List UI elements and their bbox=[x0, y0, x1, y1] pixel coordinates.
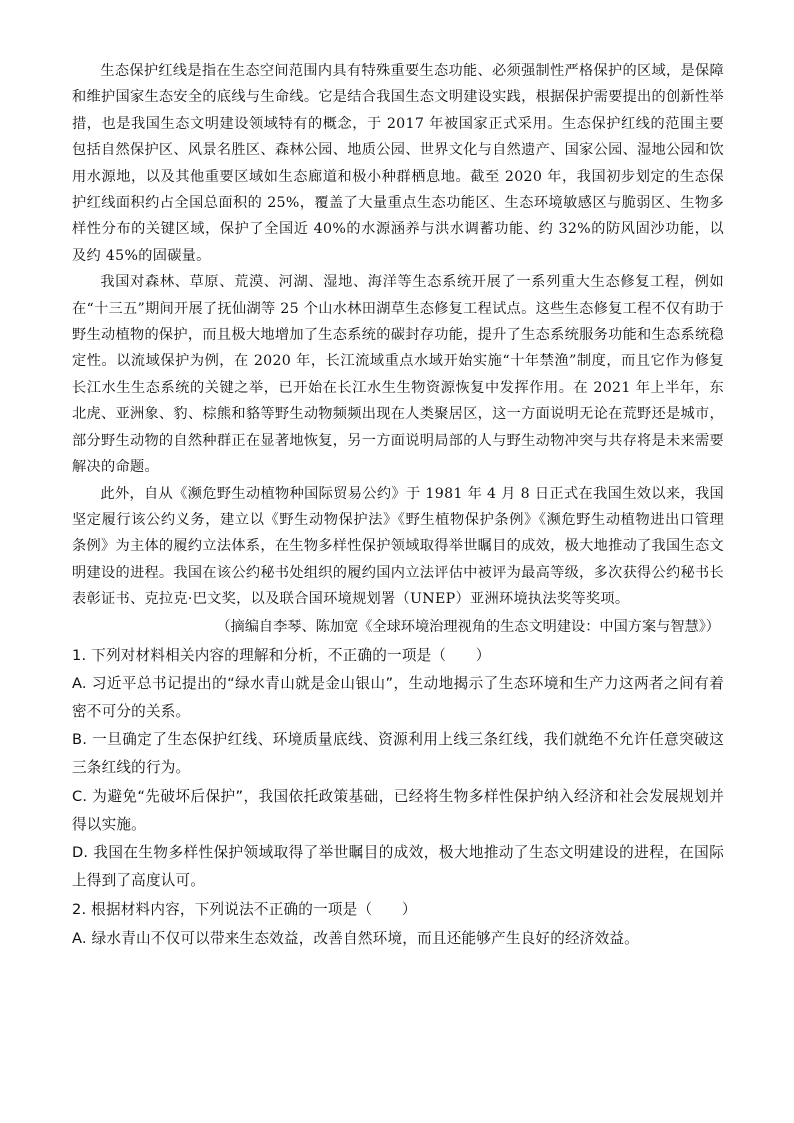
question-1-option-b: B. 一旦确定了生态保护红线、环境质量底线、资源利用上线三条红线，我们就绝不允许任意突破这三条红线的行为。 bbox=[72, 731, 724, 777]
question-2-option-a: A. 绿水青山不仅可以带来生态效益，改善自然环境，而且还能够产生良好的经济效益。 bbox=[72, 929, 639, 947]
question-2-title: 2. 根据材料内容，下列说法不正确的一项是（ ） bbox=[72, 901, 417, 919]
question-1-option-c: C. 为避免“先破坏后保护”，我国依托政策基础，已经将生物多样性保护纳入经济和社会发展规划并得以实施。 bbox=[72, 787, 724, 833]
passage-paragraph-3: 此外，自从《濒危野生动植物种国际贸易公约》于 1981 年 4 月 8 日正式在我国生效以来，我国坚定履行该公约义务，建立以《野生动物保护法》《野生植物保护条例》《濒危野生动植物进出口管理条例》为主体的履约立法体系，在生物多样性保护领域取得举世瞩目的成效，极大地推动了我国生态文明建设的进程。我国在该公约秘书处组织的履约国内立法评估中被评为最高等级，多次获得公约秘书长表彰证书、克拉克·巴文奖，以及联合国环境规划署（UNEP）亚洲环境执法奖等奖项。 bbox=[72, 485, 724, 608]
question-1 bbox=[72, 642, 724, 896]
passage-paragraph-2: 我国对森林、草原、荒漠、河湖、湿地、海洋等生态系统开展了一系列重大生态修复工程，例如在“十三五”期间开展了抚仙湖等 25 个山水林田湖草生态修复工程试点。这些生态修复工程不仅有助于野生动植物的保护，而且极大地增加了生态系统的碳封存功能，提升了生态系统服务功能和生态系统稳定性。以流域保护为例，在 2020 年，长江流域重点水域开始实施“十年禁渔”制度，而且它作为修复长江水生生态系统的关键之举，已开始在长江水生生物资源恢复中发挥作用。在 2021 年上半年，东北虎、亚洲象、豹、棕熊和貉等野生动物频频出现在人类聚居区，这一方面说明无论在荒野还是城市，部分野生动物的自然种群正在显著地恢复，另一方面说明局部的人与野生动物冲突与共存将是未来需要解决的命题。 bbox=[72, 274, 724, 476]
document-page bbox=[72, 58, 724, 953]
passage-paragraph-1: 生态保护红线是指在生态空间范围内具有特殊重要生态功能、必须强制性严格保护的区域，是保障和维护国家生态安全的底线与生命线。它是结合我国生态文明建设实践，根据保护需要提出的创新性举措，也是我国生态文明建设领域特有的概念，于 2017 年被国家正式采用。生态保护红线的范围主要包括自然保护区、风景名胜区、森林公园、地质公园、世界文化与自然遗产、国家公园、湿地公园和饮用水源地，以及其他重要区域如生态廊道和极小种群栖息地。截至 2020 年，我国初步划定的生态保护红线面积约占全国总面积的 25%，覆盖了大量重点生态功能区、生态环境敏感区与脆弱区、生物多样性分布的关键区域，保护了全国近 40%的水源涵养与洪水调蓄功能、约 32%的防风固沙功能，以及约 45%的固碳量。 bbox=[72, 63, 724, 264]
question-1-title: 1. 下列对材料相关内容的理解和分析，不正确的一项是（ ） bbox=[72, 646, 491, 664]
reading-passage bbox=[72, 58, 724, 641]
question-2 bbox=[72, 896, 724, 952]
passage-source: （摘编自李琴、陈加宽《全球环境治理视角的生态文明建设：中国方案与智慧》） bbox=[216, 618, 720, 635]
question-1-option-a: A. 习近平总书记提出的“绿水青山就是金山银山”，生动地揭示了生态环境和生产力这两者之间有着密不可分的关系。 bbox=[72, 674, 724, 720]
question-1-option-d: D. 我国在生物多样性保护领域取得了举世瞩目的成效，极大地推动了生态文明建设的进程，在国际上得到了高度认可。 bbox=[72, 843, 724, 890]
